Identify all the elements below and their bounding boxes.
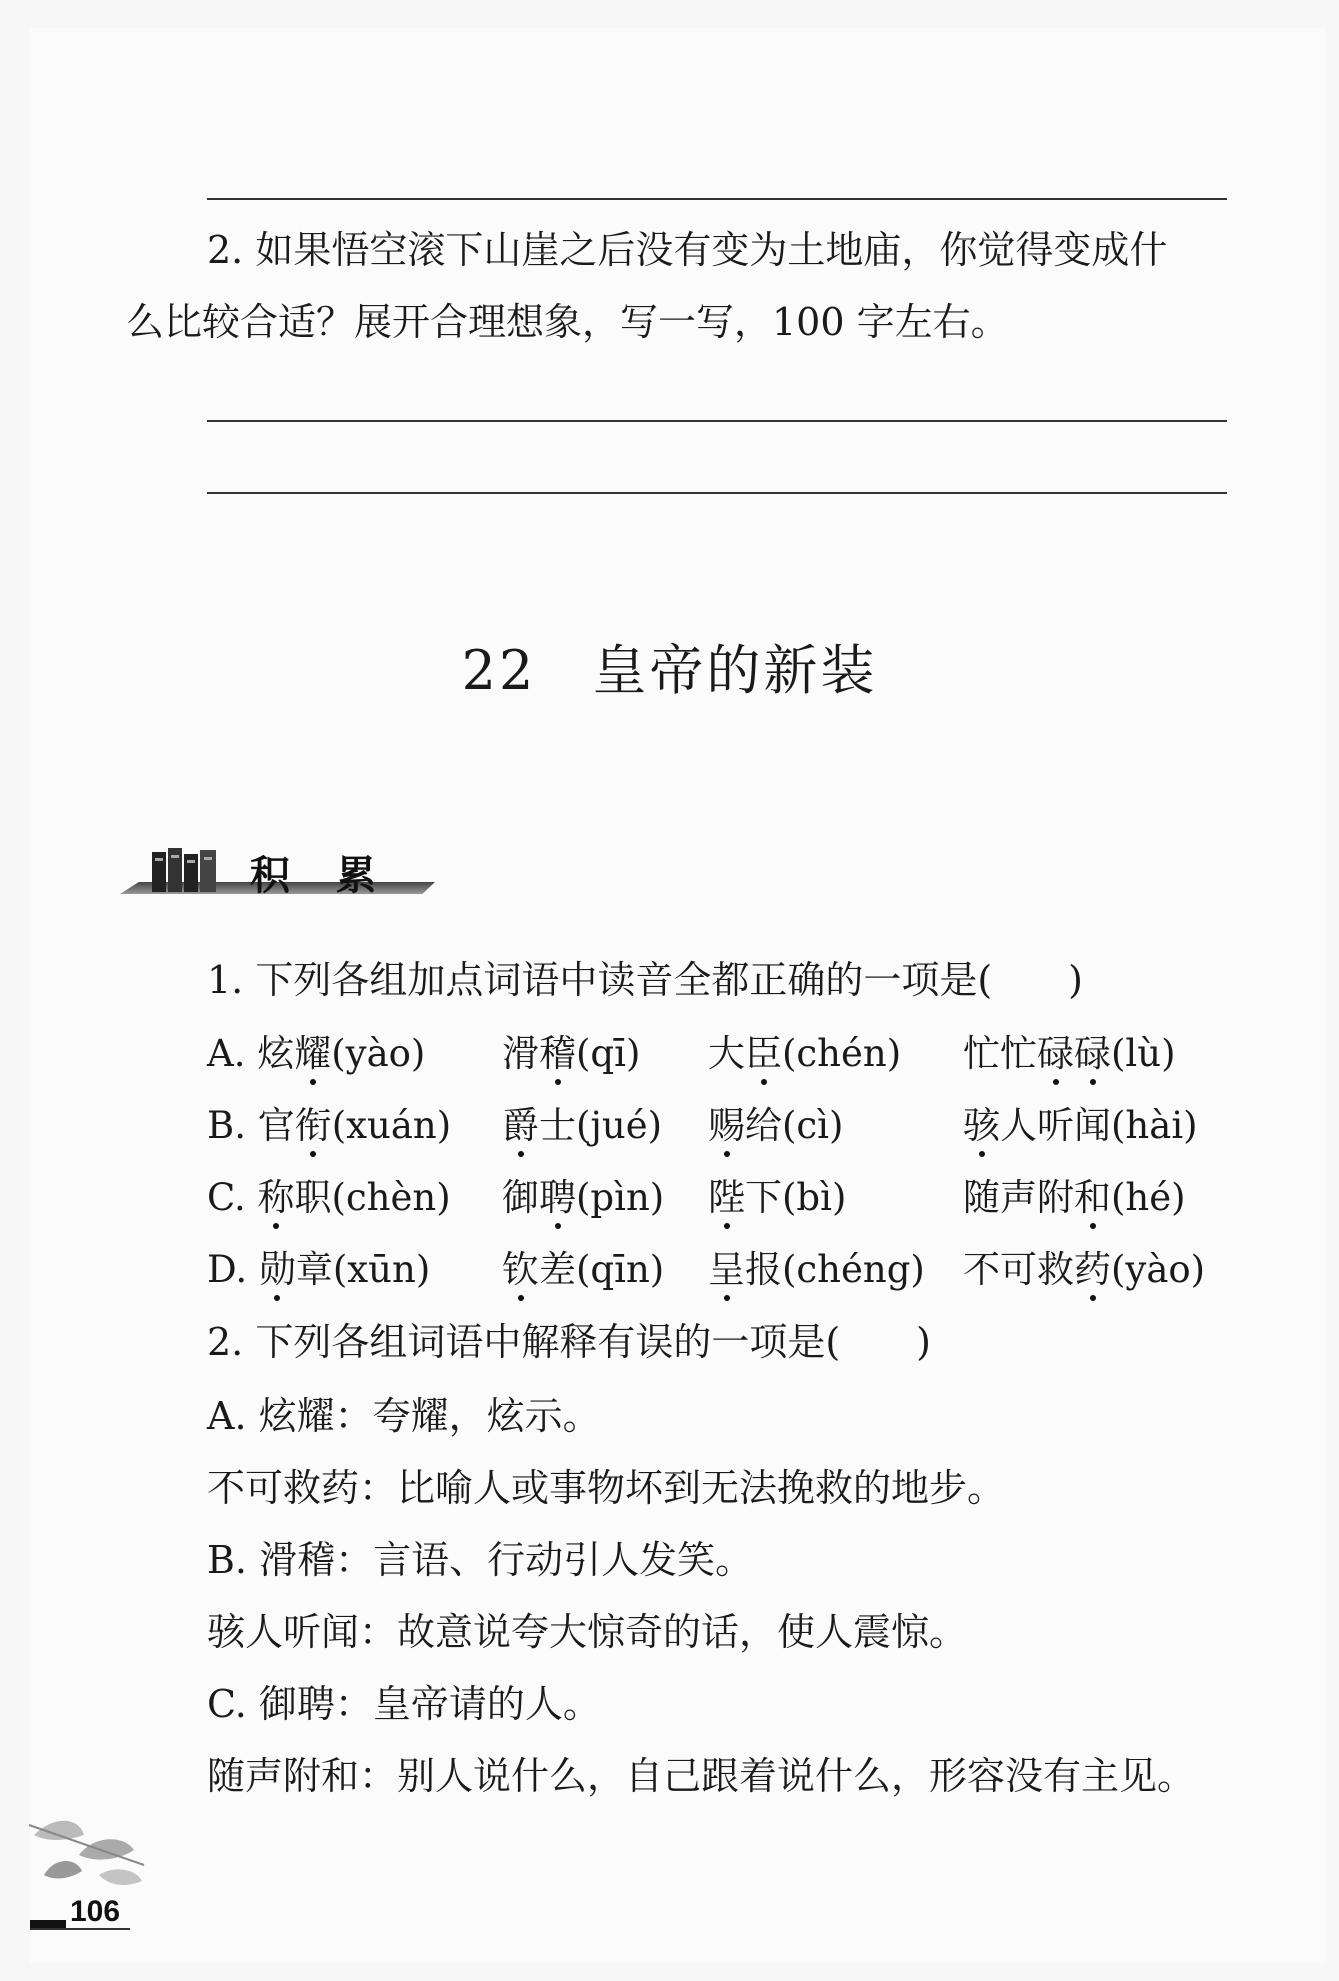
- option-c-4: 随声附和(hé): [963, 1176, 1186, 1219]
- section-header: [120, 842, 440, 912]
- option-c-1: C. 称职(chèn): [207, 1176, 451, 1219]
- option-b-1: B. 官衔(xuán): [207, 1104, 452, 1147]
- question-text: 2. 如果悟空滚下山崖之后没有变为土地庙，你觉得变成什: [207, 228, 1168, 272]
- books-icon: [150, 846, 222, 894]
- option-d-2: 钦差(qīn): [502, 1248, 665, 1291]
- option-a-1: A. 炫耀(yào): [207, 1032, 426, 1075]
- question-stem: 1. 下列各组加点词语中读音全都正确的一项是( ): [207, 958, 1083, 1002]
- q2-line: C. 御聘：皇帝请的人。: [207, 1682, 601, 1726]
- option-a-4: 忙忙碌碌(lù): [963, 1032, 1176, 1075]
- option-a-3: 大臣(chén): [708, 1032, 902, 1075]
- q2-line: 随声附和：别人说什么，自己跟着说什么，形容没有主见。: [207, 1754, 1196, 1798]
- option-b-4: 骇人听闻(hài): [963, 1104, 1198, 1147]
- leaves-icon: [24, 1805, 154, 1905]
- option-d-1: D. 勋章(xūn): [207, 1248, 431, 1291]
- option-a-2: 滑稽(qī): [502, 1032, 641, 1075]
- lesson-name: 皇帝的新装: [592, 639, 878, 702]
- answer-line: [207, 492, 1227, 494]
- option-b-3: 赐给(cì): [708, 1104, 844, 1147]
- option-c-3: 陛下(bì): [708, 1176, 847, 1219]
- q2-line: 不可救药：比喻人或事物坏到无法挽救的地步。: [207, 1466, 1006, 1510]
- lesson-number: 22: [461, 639, 537, 702]
- option-b-2: 爵士(jué): [502, 1104, 663, 1147]
- page-number: 106: [70, 1895, 121, 1928]
- q2-line: B. 滑稽：言语、行动引人发笑。: [207, 1538, 754, 1582]
- option-c-2: 御聘(pìn): [502, 1176, 665, 1219]
- q2-line: 骇人听闻：故意说夸大惊奇的话，使人震惊。: [207, 1610, 968, 1654]
- page-number-underline: [30, 1928, 130, 1930]
- page-number-bar: [30, 1920, 66, 1928]
- option-d-4: 不可救药(yào): [963, 1248, 1206, 1291]
- question-stem: 2. 下列各组词语中解释有误的一项是( ): [207, 1320, 931, 1364]
- section-label: 积累: [250, 852, 422, 899]
- lesson-title: [0, 628, 1339, 705]
- option-d-3: 呈报(chéng): [708, 1248, 925, 1291]
- answer-line: [207, 198, 1227, 200]
- q2-line: A. 炫耀：夸耀，炫示。: [207, 1394, 601, 1438]
- answer-line: [207, 420, 1227, 422]
- question-text: 么比较合适？展开合理想象，写一写，100 字左右。: [126, 300, 1009, 344]
